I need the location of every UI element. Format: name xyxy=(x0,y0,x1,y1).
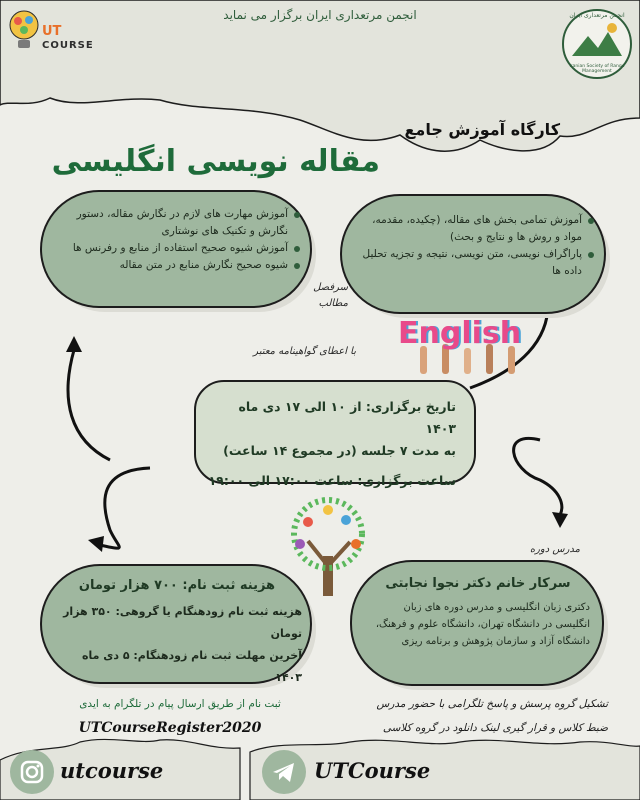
list-item: آموزش شیوه صحیح استفاده از منابع و رفرنس ها xyxy=(56,240,300,257)
schedule-box xyxy=(194,380,476,488)
teacher-name: سرکار خانم دکتر نجوا نجابتی xyxy=(385,576,571,591)
instagram-button[interactable] xyxy=(10,750,54,794)
telegram-register-id[interactable]: UTCourseRegister2020 xyxy=(78,720,262,736)
main-title: مقاله نویسی انگلیسی xyxy=(51,144,380,179)
outline-note-line1: سرفصل xyxy=(313,282,348,293)
list-item: پاراگراف نویسی، متن نویسی، نتیجه و تجزیه تحلیل داده ها xyxy=(356,246,594,280)
telegram-icon xyxy=(262,750,306,794)
fee-group: هزینه ثبت نام زودهنگام یا گروهی: ۳۵۰ هزار تومان xyxy=(63,605,302,640)
group-info-line1: تشکیل گروه پرسش و پاسخ تلگرامی با حضور مدرس xyxy=(376,698,608,710)
logo-brand-bottom: COURSE xyxy=(42,40,94,51)
outline-note-line2: مطالب xyxy=(318,298,348,309)
sections-list xyxy=(356,212,594,280)
sections-box xyxy=(342,196,604,312)
list-item: آموزش تمامی بخش های مقاله، (چکیده، مقدمه، مواد و روش ها و نتایج و بحث) xyxy=(356,212,594,246)
telegram-handle[interactable]: UTCourse xyxy=(314,758,431,783)
telegram-button[interactable] xyxy=(262,750,306,794)
teacher-box xyxy=(352,562,602,684)
english-word: English xyxy=(398,316,522,351)
english-hands-graphic xyxy=(398,316,538,376)
workshop-title: کارگاه آموزش جامع xyxy=(404,120,560,139)
list-item: شیوه صحیح نگارش منابع در متن مقاله xyxy=(56,257,300,274)
group-info-line2: ضبط کلاس و قرار گیری لینک دانلود در گروه کلاسی xyxy=(382,722,608,734)
logo-right-text-top: انجمن مرتعداری ایران xyxy=(569,12,625,19)
instagram-icon xyxy=(10,750,54,794)
logo-brand-top: UT xyxy=(42,24,62,39)
schedule-date: تاریخ برگزاری: از ۱۰ الی ۱۷ دی ماه ۱۴۰۳ xyxy=(238,399,456,436)
fee-deadline: آخرین مهلت ثبت نام زودهنگام: ۵ دی ماه ۱۴۰۳ xyxy=(82,649,302,684)
org-title: انجمن مرتعداری ایران برگزار می نماید xyxy=(223,8,417,22)
range-society-logo xyxy=(560,8,634,80)
list-item: آموزش مهارت های لازم در نگارش مقاله، دستور نگارش و تکنیک های نوشتاری xyxy=(56,206,300,240)
instructor-label: مدرس دوره xyxy=(529,544,580,555)
instagram-handle[interactable]: utcourse xyxy=(60,758,164,783)
lightbulb-icon xyxy=(8,8,40,54)
telegram-register-note: ثبت نام از طریق ارسال پیام در تلگرام به ایدی xyxy=(79,698,281,710)
fees-box xyxy=(42,566,310,682)
skills-box xyxy=(42,192,310,306)
schedule-time: ساعت برگزاری: ساعت ۱۷:۰۰ الی ۱۹:۰۰ xyxy=(208,473,456,488)
group-info xyxy=(340,692,608,740)
schedule-duration: به مدت ۷ جلسه (در مجموع ۱۴ ساعت) xyxy=(223,443,456,458)
fee-title: هزینه ثبت نام: ۷۰۰ هزار تومان xyxy=(78,578,276,593)
logo-right-text-bottom: Iranian Society of Range Management xyxy=(569,64,625,74)
certificate-note: با اعطای گواهینامه معتبر xyxy=(253,346,356,357)
teacher-bio: دکتری زبان انگلیسی و مدرس دوره های زبان انگلیسی در دانشگاه تهران، دانشگاه علوم و فرهنگ، دانشگاه آزاد و سازمان پژوهش و برنامه ریزی xyxy=(375,602,590,647)
outline-note xyxy=(304,280,348,312)
utcourse-logo xyxy=(6,4,94,62)
skills-list xyxy=(56,206,300,274)
